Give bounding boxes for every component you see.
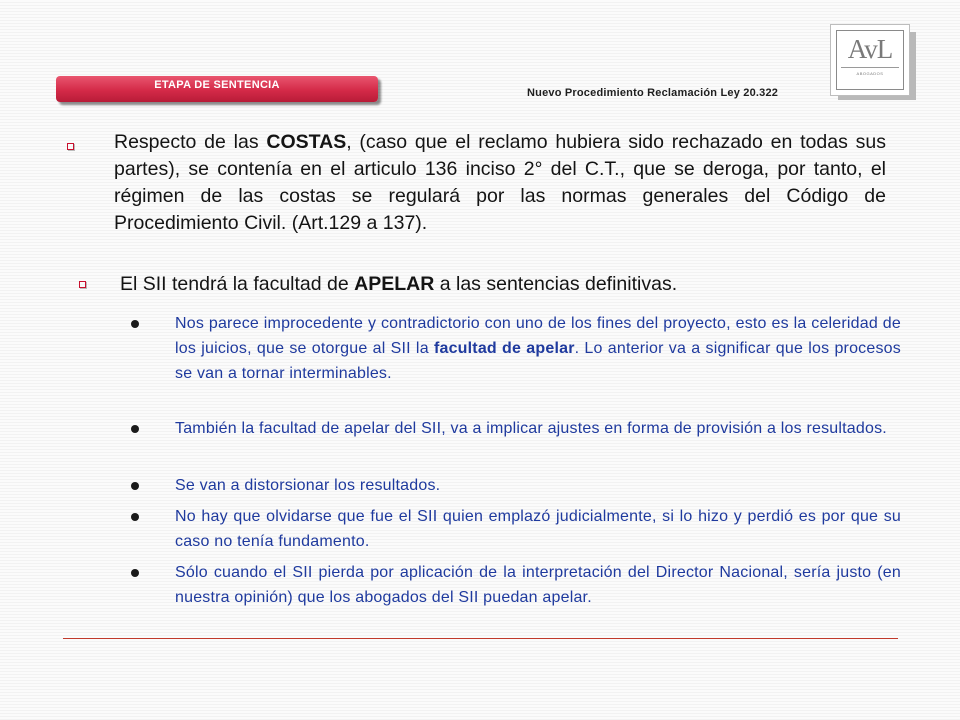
point-apelar-pre: El SII tendrá la facultad de (120, 273, 355, 295)
logo-caption: ABOGADOS (856, 71, 884, 76)
point-costas-post: , (caso que el reclamo hubiera sido rechazado en todas sus partes), se contenía en el articulo 136 inciso 2° del C.T., que se deroga, por tanto, el régimen de las costas se regulará por las normas generales del Código de Procedimiento Civil. (Art.129 a 137). (114, 131, 886, 234)
stage-banner (56, 76, 378, 102)
header-subtitle: Nuevo Procedimiento Reclamación Ley 20.322 (527, 87, 779, 99)
square-bullet-icon (67, 143, 74, 150)
bottom-divider (63, 638, 898, 639)
point-costas-pre: Respecto de las (114, 131, 267, 153)
point-costas (114, 129, 886, 237)
firm-logo (830, 24, 910, 96)
stage-banner-label: ETAPA DE SENTENCIA (154, 79, 280, 91)
sub-point-1-post: . Lo anterior va a significar que los procesos se van a tornar interminables. (175, 340, 901, 382)
round-bullet-icon (131, 482, 139, 490)
sub-point-1-bold: facultad de apelar (433, 340, 575, 357)
logo-text: AvL (847, 34, 893, 64)
point-apelar-bold: APELAR (354, 273, 435, 295)
square-bullet-icon (79, 281, 86, 288)
round-bullet-icon (131, 569, 139, 577)
logo-divider (841, 67, 899, 68)
round-bullet-icon (131, 513, 139, 521)
sub-point-4: No hay que olvidarse que fue el SII quien emplazó judicialmente, si lo hizo y perdió es por que su caso no tenía fundamento. (175, 508, 901, 550)
point-apelar-post: a las sentencias definitivas. (434, 273, 678, 295)
sub-point-1 (175, 311, 901, 386)
point-costas-bold: COSTAS (266, 131, 347, 153)
sub-point-2: También la facultad de apelar del SII, va a implicar ajustes en forma de provisión a los resultados. (175, 420, 887, 437)
point-apelar (120, 271, 900, 298)
sub-point-3: Se van a distorsionar los resultados. (175, 477, 441, 494)
sub-point-1-pre: Nos parece improcedente y contradictorio con uno de los fines del proyecto, esto es la celeridad de los juicios, que se otorgue al SII la (175, 315, 901, 357)
sub-point-5: Sólo cuando el SII pierda por aplicación de la interpretación del Director Nacional, sería justo (en nuestra opinión) que los abogados del SII puedan apelar. (175, 564, 901, 606)
round-bullet-icon (131, 425, 139, 433)
round-bullet-icon (131, 320, 139, 328)
